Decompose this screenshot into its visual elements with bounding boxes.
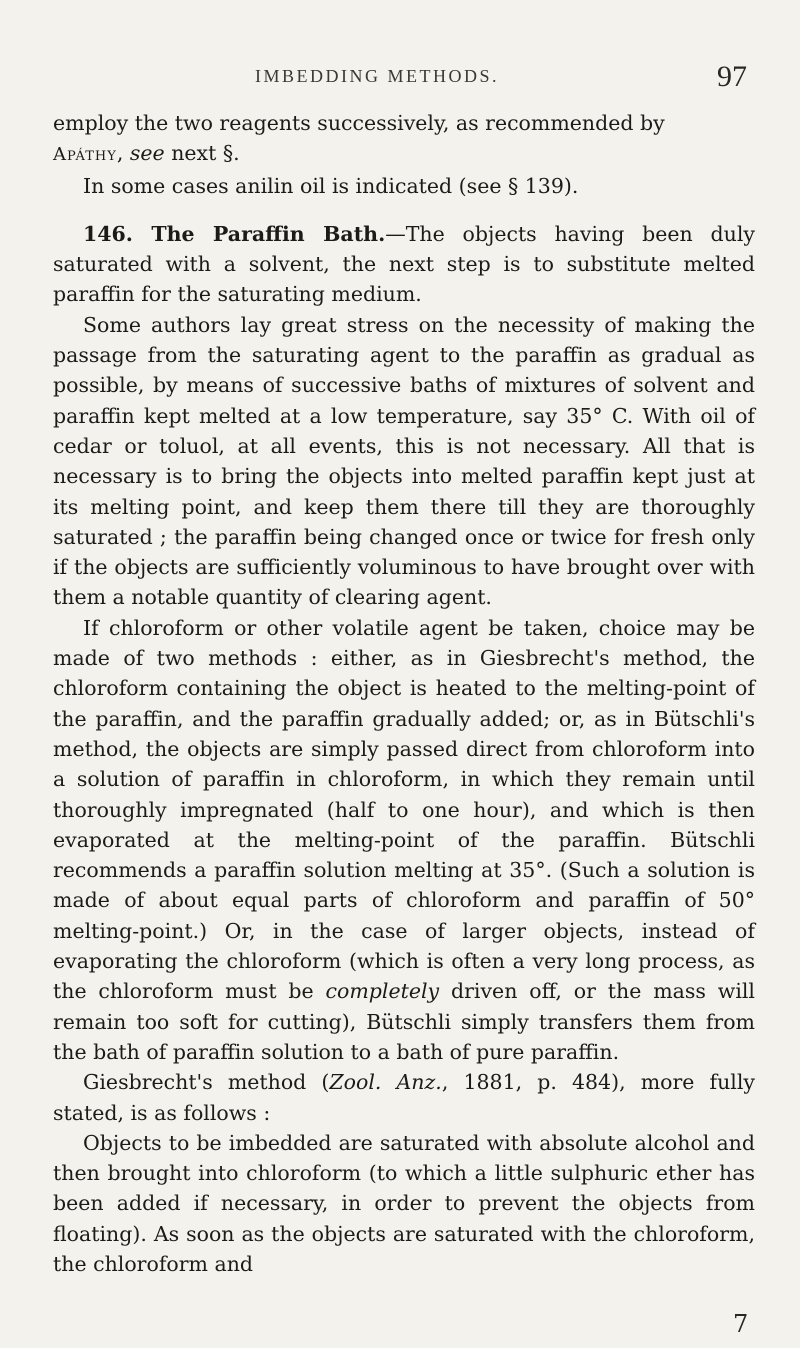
text-fragment: If chloroform or other volatile agent be taken, choice may be made of two methods : either, as in Giesbrecht's method, the chloroform containing the object is heated to the melting-point of the paraffin, and the paraffin gradually added; or, as in Bütschli's method, the objects are simply passed direct from chloroform into a solution of paraffin in chloroform, in which they remain until thoroughly impregnated (half to one hour), and which is then evaporated at the melting-point of the paraffin. Bütschli recommends a paraffin solution melting at 35°. (Such a solution is made of about equal parts of chloroform and paraffin of 50° melting-point.) Or, in the case of larger objects, instead of evaporating the chloroform (which is often a very long process, as the chloroform must be (53, 615, 755, 1004)
section-heading: 146. The Paraffin Bath. (83, 221, 386, 246)
paragraph-anilin: In some cases anilin oil is indicated (see § 139). (83, 173, 579, 198)
journal-title: Zool. Anz. (329, 1070, 442, 1095)
running-title: IMBEDDING METHODS. (255, 66, 499, 86)
signature-mark: 7 (733, 1310, 749, 1338)
text-fragment: , (116, 141, 130, 166)
paragraph-continued (53, 108, 755, 171)
running-head (0, 62, 800, 96)
author-name: Apáthy (53, 144, 117, 166)
body-text (53, 108, 755, 1279)
text-fragment: , 1881, p. 484), more fully stated, is as follows : (53, 1070, 756, 1125)
section-intro: —The objects having been duly saturated with a solvent, the next step is to substitute melted paraffin for the saturating medium. (53, 221, 755, 307)
text-fragment: driven off, or the mass will remain too soft for cutting), Bütschli simply transfers them from the bath of paraffin solution to a bath of pure paraffin. (53, 979, 755, 1064)
paragraph-chloroform-methods (53, 613, 755, 1067)
text-fragment: Giesbrecht's method ( (83, 1070, 330, 1095)
text-line: employ the two reagents successively, as recommended by (53, 111, 665, 135)
text-fragment: next §. (164, 141, 240, 166)
paragraph-procedure: Objects to be imbedded are saturated with absolute alcohol and then brought into chloroform (to which a little sulphuric ether has been added if necessary, in order to prevent the objects from floating). As soon as the objects are saturated with the chloroform, the chloroform and (53, 1130, 755, 1276)
paragraph-giesbrecht (53, 1067, 755, 1128)
emphasis-completely: completely (325, 979, 440, 1004)
page-number: 97 (717, 60, 747, 93)
paragraph-gradual-passage: Some authors lay great stress on the necessity of making the passage from the saturating agent to the paraffin as gradual as possible, by means of successive baths of mixtures of solvent and paraffin kept melted at a low temperature, say 35° C. With oil of cedar or toluol, at all events, this is not necessary. All that is necessary is to bring the objects into melted paraffin kept just at its melting point, and keep them there till they are thoroughly saturated ; the paraffin being changed once or twice for fresh only if the objects are sufficiently voluminous to have brought over with them a notable quantity of clearing agent. (53, 312, 755, 610)
section-146 (53, 219, 755, 310)
see-reference: see (129, 141, 165, 166)
